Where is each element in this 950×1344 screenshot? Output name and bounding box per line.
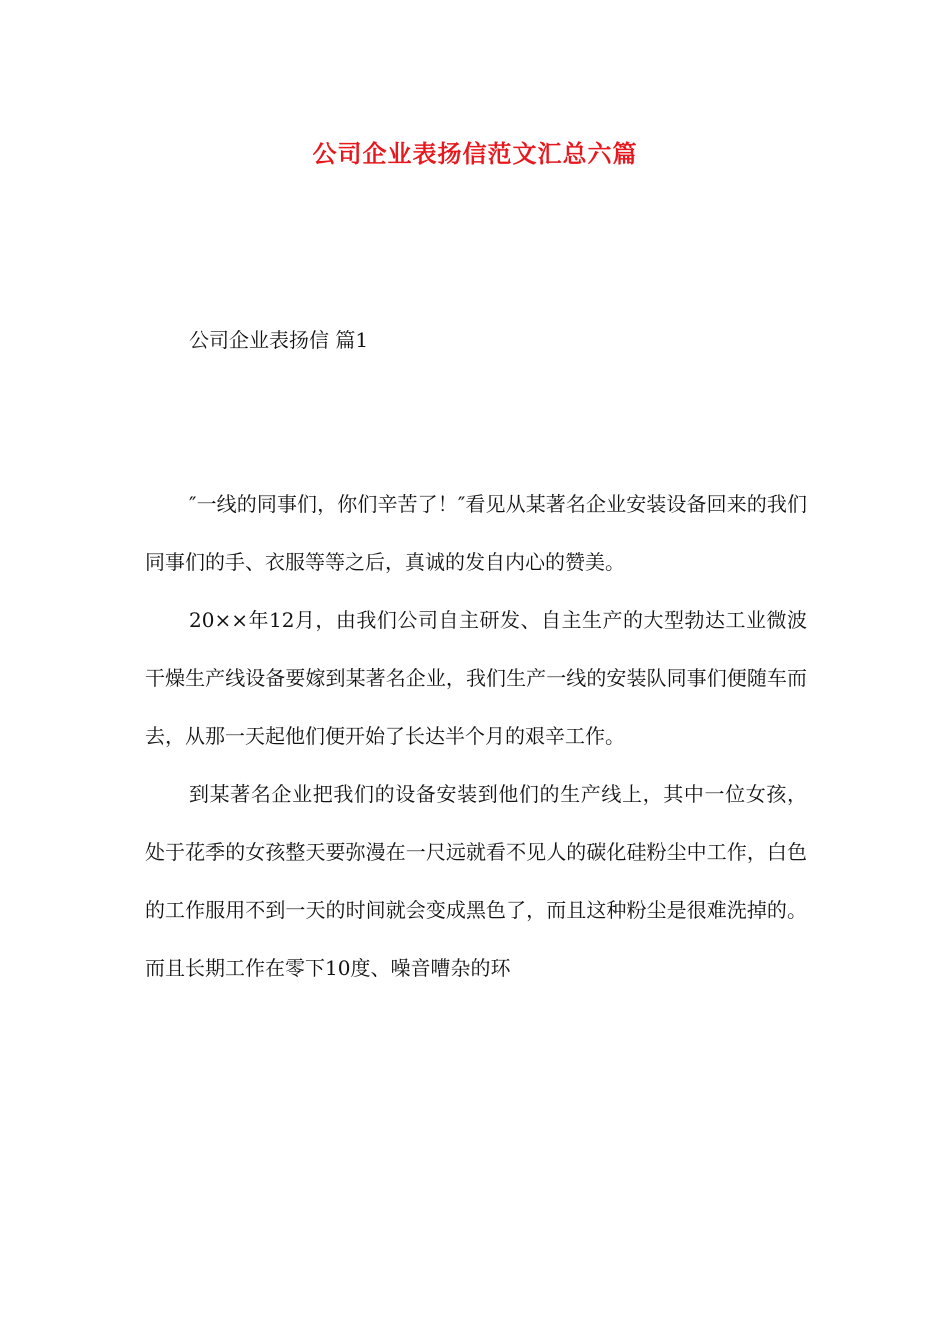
- document-title: 公司企业表扬信范文汇总六篇: [312, 139, 638, 168]
- document-body: [145, 475, 807, 997]
- paragraph: 到某著名企业把我们的设备安装到他们的生产线上，其中一位女孩，处于花季的女孩整天要弥漫在一尺远就看不见人的碳化硅粉尘中工作，白色的工作服用不到一天的时间就会变成黑色了，而且这种粉尘是很难洗掉的。而且长期工作在零下10度、噪音嘈杂的环: [145, 782, 807, 980]
- paragraph: 20××年12月，由我们公司自主研发、自主生产的大型勃达工业微波干燥生产线设备要嫁到某著名企业，我们生产一线的安装队同事们便随车而去，从那一天起他们便开始了长达半个月的艰辛工作。: [145, 608, 807, 748]
- paragraph: ″一线的同事们，你们辛苦了！″看见从某著名企业安装设备回来的我们同事们的手、衣服等等之后，真诚的发自内心的赞美。: [145, 492, 807, 574]
- section-heading: 公司企业表扬信 篇1: [189, 328, 369, 352]
